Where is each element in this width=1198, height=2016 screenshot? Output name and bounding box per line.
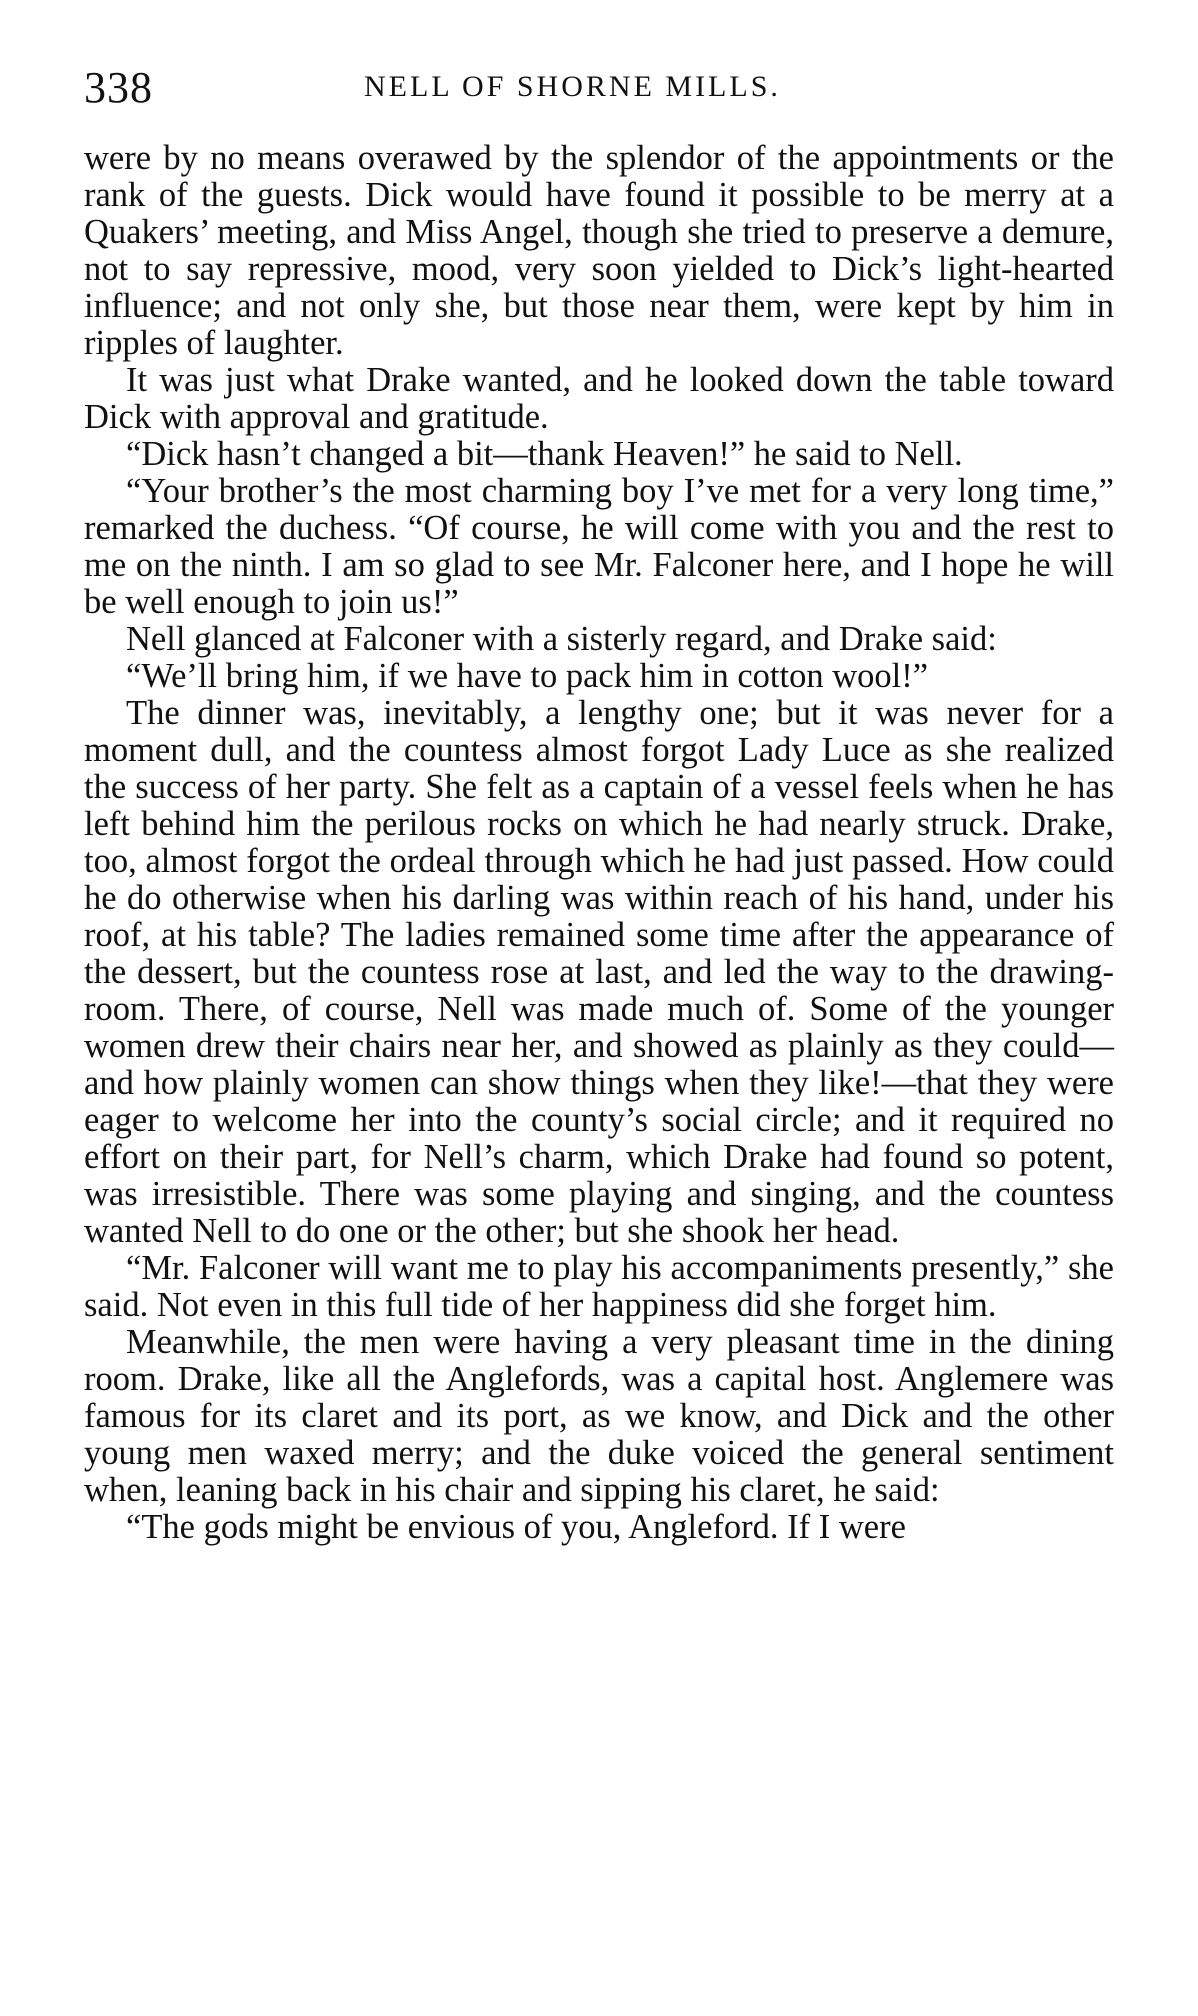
paragraph-3: “Dick hasn’t changed a bit—thank Heaven!” he said to Nell. [126, 435, 963, 473]
running-head [84, 62, 1114, 124]
paragraph-6: “We’ll bring him, if we have to pack him in cotton wool!” [126, 657, 929, 695]
page-number: 338 [84, 63, 153, 112]
paragraph-4: “Your brother’s the most charming boy I’ve met for a very long time,” remarked the duchess. “Of course, he will come with you and the rest to me on the ninth. I am so glad to see Mr. Falconer here, and I hope he will be well enough to join us!” [84, 472, 1114, 621]
paragraph-1: were by no means overawed by the splendor of the appointments or the rank of the guests. Dick would have found it possible to be merry at a Quakers’ meeting, and Miss Angel, though she tried to preserve a demure, not to say repressive, mood, very soon yielded to Dick’s light-hearted influence; and not only she, but those near them, were kept by him in ripples of laughter. [84, 139, 1114, 362]
paragraph-5: Nell glanced at Falconer with a sisterly regard, and Drake said: [126, 620, 997, 658]
paragraph-10: “The gods might be envious of you, Angleford. If I were [126, 1508, 906, 1546]
paragraph-2: It was just what Drake wanted, and he looked down the table toward Dick with approval and gratitude. [84, 361, 1114, 436]
book-page [84, 62, 1114, 1546]
running-title: NELL OF SHORNE MILLS. [364, 70, 781, 103]
paragraph-7: The dinner was, inevitably, a lengthy one; but it was never for a moment dull, and the countess almost forgot Lady Luce as she realized the success of her party. She felt as a captain of a vessel feels when he has left behind him the perilous rocks on which he had nearly struck. Drake, too, almost forgot the ordeal through which he had just passed. How could he do otherwise when his darling was within reach of his hand, under his roof, at his table? The ladies remained some time after the appearance of the dessert, but the countess rose at last, and led the way to the drawing-room. There, of course, Nell was made much of. Some of the younger women drew their chairs near her, and showed as plainly as they could—and how plainly women can show things when they like!—that they were eager to welcome her into the county’s social circle; and it required no effort on their part, for Nell’s charm, which Drake had found so potent, was irresistible. There was some playing and singing, and the countess wanted Nell to do one or the other; but she shook her head. [84, 694, 1114, 1250]
body-text [84, 140, 1114, 1546]
paragraph-8: “Mr. Falconer will want me to play his accompaniments presently,” she said. Not even in this full tide of her happiness did she forget him. [84, 1249, 1114, 1324]
paragraph-9: Meanwhile, the men were having a very pleasant time in the dining room. Drake, like all the Anglefords, was a capital host. Anglemere was famous for its claret and its port, as we know, and Dick and the other young men waxed merry; and the duke voiced the general sentiment when, leaning back in his chair and sipping his claret, he said: [84, 1323, 1114, 1509]
